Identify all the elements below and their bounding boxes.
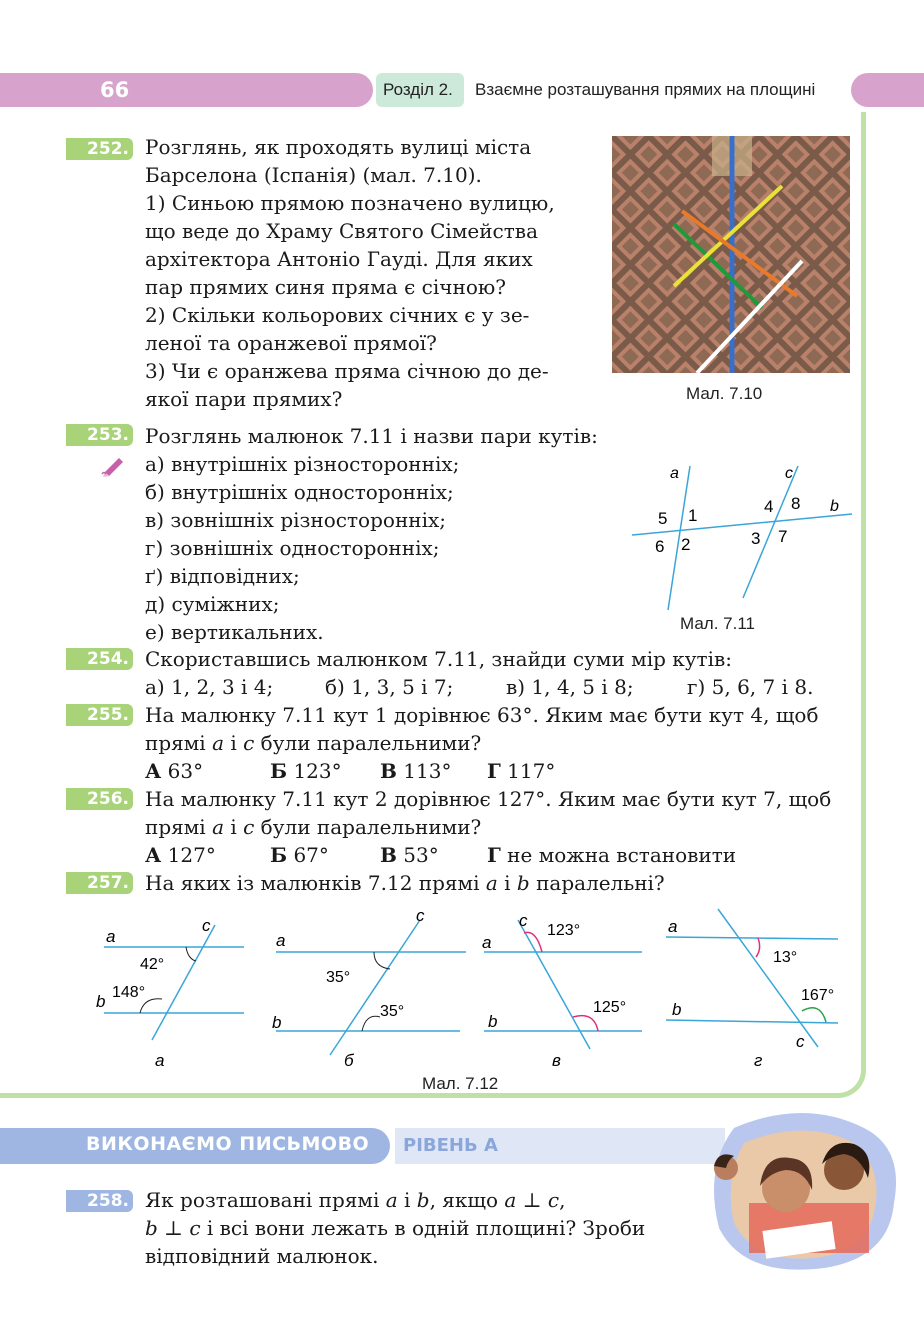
svg-text:b: b — [488, 1012, 498, 1031]
svg-text:c: c — [202, 916, 211, 935]
task-254-option: б) 1, 3, 5 і 7; — [325, 675, 454, 699]
figure-caption-7-10: Мал. 7.10 — [686, 384, 763, 403]
svg-text:b: b — [672, 1000, 682, 1019]
svg-text:35°: 35° — [326, 969, 351, 986]
answer-option: А 127° — [145, 843, 216, 867]
svg-text:a: a — [106, 927, 116, 946]
answer-option: В 113° — [380, 759, 452, 783]
task-253-line: е) вертикальних. — [145, 620, 324, 644]
figure-caption-7-11: Мал. 7.11 — [680, 614, 755, 633]
svg-text:13°: 13° — [773, 949, 798, 966]
label-a: a — [670, 465, 679, 482]
task-253-line: ґ) відповідних; — [145, 564, 300, 588]
angle-label: 7 — [778, 527, 788, 546]
figure-7-12 — [90, 905, 860, 1079]
task-253-line: в) зовнішніх різносторонніх; — [145, 508, 447, 532]
svg-text:в: в — [552, 1051, 561, 1070]
task-252-text — [145, 133, 555, 413]
label-c: c — [785, 465, 793, 482]
task-255-line2: прямі a і c були паралельними? — [145, 731, 482, 755]
answer-option: Г не можна встановити — [487, 843, 737, 867]
task-252-line: 2) Скільки кольорових січних є у зе- — [145, 303, 530, 327]
svg-text:б: б — [344, 1051, 354, 1070]
task-252-line: пар прямих синя пряма є січною? — [145, 275, 506, 299]
svg-text:42°: 42° — [140, 956, 165, 973]
svg-text:c: c — [519, 911, 528, 930]
task-258-line2: b ⊥ c і всі вони лежать в одній площині? Зроби — [145, 1216, 646, 1240]
task-252-line: що веде до Храму Святого Сімейства — [145, 219, 538, 243]
angle-label: 8 — [791, 494, 801, 513]
svg-text:a: a — [482, 933, 492, 952]
task-258-line1: Як розташовані прямі a і b, якщо a ⊥ c, — [145, 1188, 566, 1212]
answer-option: Б 123° — [270, 759, 342, 783]
svg-text:c: c — [416, 906, 425, 925]
chapter-label: Розділ 2. — [383, 80, 453, 99]
svg-text:a: a — [276, 931, 286, 950]
chapter-title: Взаємне розташування прямих на площині — [475, 80, 816, 99]
svg-text:35°: 35° — [380, 1003, 405, 1020]
task-number-255: 255. — [66, 704, 133, 726]
header-bar-right — [851, 73, 924, 107]
task-number-253: 253. — [66, 424, 133, 446]
figure-7-11 — [630, 458, 860, 622]
angle-label: 2 — [681, 535, 691, 554]
header-bar-left — [0, 73, 373, 107]
svg-text:а: а — [155, 1051, 165, 1070]
svg-text:167°: 167° — [801, 987, 835, 1004]
task-254-option: в) 1, 4, 5 і 8; — [506, 675, 634, 699]
students-illustration — [704, 1108, 904, 1282]
answer-option: В 53° — [380, 843, 439, 867]
angle-label: 1 — [688, 506, 698, 525]
task-257-text: На яких із малюнків 7.12 прямі a і b паралельні? — [145, 871, 665, 895]
task-number-252: 252. — [66, 138, 133, 160]
svg-text:123°: 123° — [547, 922, 581, 939]
svg-text:г: г — [754, 1051, 763, 1070]
task-253-text — [145, 422, 598, 646]
svg-text:125°: 125° — [593, 999, 627, 1016]
task-254-line1: Скориставшись малюнком 7.11, знайди суми мір кутів: — [145, 647, 732, 671]
angle-label: 4 — [764, 497, 774, 516]
task-253-line: а) внутрішніх різносторонніх; — [145, 452, 460, 476]
task-252-line: Розглянь, як проходять вулиці міста — [145, 135, 532, 159]
task-252-line: архітектора Антоніо Гауді. Для яких — [145, 247, 533, 271]
angle-label: 6 — [655, 537, 665, 556]
task-number-257: 257. — [66, 872, 133, 894]
answer-option: Г 117° — [487, 759, 556, 783]
svg-text:b: b — [96, 992, 106, 1011]
task-252-line: 3) Чи є оранжева пряма січною до де- — [145, 359, 549, 383]
figure-7-12-b — [272, 906, 466, 1070]
task-253-line: б) внутрішніх односторонніх; — [145, 480, 454, 504]
svg-text:148°: 148° — [112, 984, 146, 1001]
task-252-line: 1) Синьою прямою позначено вулицю, — [145, 191, 555, 215]
barcelona-aerial-photo — [612, 136, 850, 373]
task-258-line3: відповідний малюнок. — [145, 1244, 379, 1268]
label-b: b — [830, 498, 839, 515]
figure-7-12-g — [666, 909, 838, 1070]
task-255-line1: На малюнку 7.11 кут 1 дорівнює 63°. Яким має бути кут 4, щоб — [145, 703, 819, 727]
figure-7-12-a — [96, 916, 244, 1070]
task-253-line: Розглянь малюнок 7.11 і назви пари кутів: — [145, 424, 598, 448]
figure-caption-7-12: Мал. 7.12 — [422, 1074, 499, 1093]
angle-label: 3 — [751, 529, 761, 548]
figure-7-12-v — [482, 911, 642, 1070]
task-252-line: Барселона (Іспанія) (мал. 7.10). — [145, 163, 482, 187]
answer-option: Б 67° — [270, 843, 329, 867]
task-number-254: 254. — [66, 648, 133, 670]
task-253-line: д) суміжних; — [145, 592, 280, 616]
svg-text:b: b — [272, 1013, 282, 1032]
svg-text:c: c — [796, 1032, 805, 1051]
task-number-258: 258. — [66, 1190, 133, 1212]
task-253-line: г) зовнішніх односторонніх; — [145, 536, 440, 560]
section-title: ВИКОНАЄМО ПИСЬМОВО — [86, 1133, 370, 1155]
task-254-option: а) 1, 2, 3 і 4; — [145, 675, 274, 699]
task-254-option: г) 5, 6, 7 і 8. — [687, 675, 814, 699]
page-number: 66 — [100, 78, 130, 102]
svg-text:a: a — [668, 917, 678, 936]
task-256-line1: На малюнку 7.11 кут 2 дорівнює 127°. Яким має бути кут 7, щоб — [145, 787, 832, 811]
section-level: РІВЕНЬ А — [403, 1135, 498, 1156]
task-number-256: 256. — [66, 788, 133, 810]
pencil-icon — [99, 450, 127, 482]
task-256-line2: прямі a і c були паралельними? — [145, 815, 482, 839]
task-252-line: леної та оранжевої прямої? — [145, 331, 437, 355]
angle-label: 5 — [658, 509, 668, 528]
answer-option: А 63° — [145, 759, 204, 783]
task-252-line: якої пари прямих? — [145, 387, 343, 411]
